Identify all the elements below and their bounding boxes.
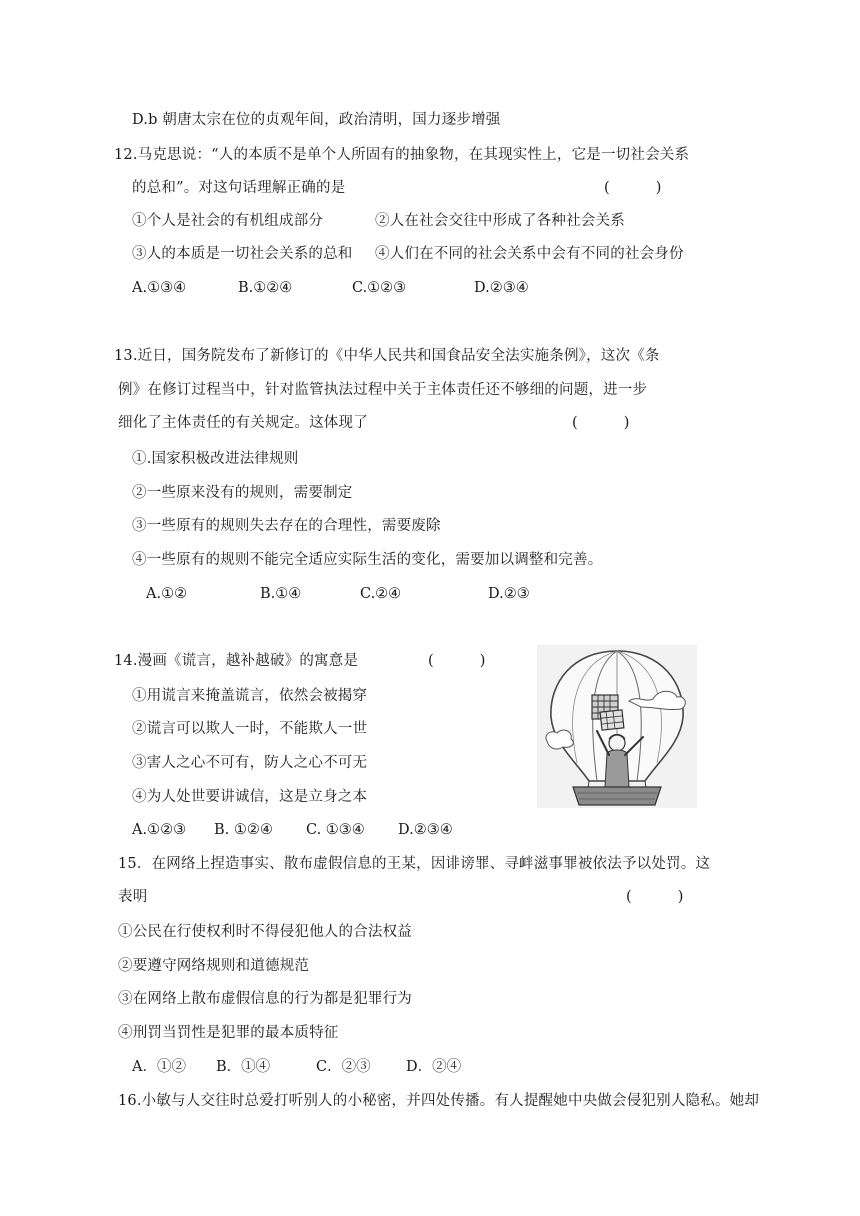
q15-option-d: D．②④	[406, 1059, 462, 1075]
q16-stem-line1: 16.小敏与人交往时总爱打听别人的小秘密，并四处传播。有人提醒她中央做会侵犯别人隐私。她却	[118, 1093, 760, 1109]
q13-item-3: ③一些原有的规则失去存在的合理性，需要废除	[132, 518, 441, 534]
q15-item-2: ②要遵守网络规则和道德规范	[118, 958, 310, 974]
q14-answer-paren: ( )	[428, 653, 486, 669]
q15-option-c: C．②③	[316, 1059, 371, 1075]
q13-item-1: ①.国家积极改进法律规则	[132, 451, 299, 467]
q13-stem-line3: 细化了主体责任的有关规定。这体现了	[118, 415, 368, 431]
q14-item-3: ③害人之心不可有，防人之心不可无	[132, 755, 368, 771]
q12-answer-paren: ( )	[604, 180, 662, 196]
q14-item-4: ④为人处世要讲诚信，这是立身之本	[132, 789, 368, 805]
q12-option-c: C.①②③	[352, 280, 407, 296]
q12-option-a: A.①③④	[132, 280, 187, 296]
q12-item-1: ①个人是社会的有机组成部分	[132, 213, 324, 229]
q13-option-a: A.①②	[146, 586, 188, 602]
q12-option-d: D.②③④	[474, 280, 529, 296]
q15-option-b: B．①④	[216, 1059, 271, 1075]
q14-item-2: ②谎言可以欺人一时，不能欺人一世	[132, 721, 368, 737]
q13-stem-line1: 13.近日，国务院发布了新修订的《中华人民共和国食品安全法实施条例》，这次《条	[114, 348, 660, 364]
balloon-cartoon-image	[537, 645, 697, 808]
q14-item-1: ①用谎言来掩盖谎言，依然会被揭穿	[132, 688, 368, 704]
q13-option-d: D.②③	[488, 586, 530, 602]
q15-answer-paren: ( )	[626, 889, 684, 905]
q13-option-b: B.①④	[260, 586, 302, 602]
q15-item-1: ①公民在行使权利时不得侵犯他人的合法权益	[118, 924, 412, 940]
q12-item-2: ②人在社会交往中形成了各种社会关系	[375, 213, 625, 229]
q15-item-4: ④刑罚当罚性是犯罪的最本质特征	[118, 1025, 339, 1041]
q13-item-2: ②一些原来没有的规则，需要制定	[132, 485, 353, 501]
q14-option-d: D.②③④	[398, 822, 453, 838]
q13-option-c: C.②④	[360, 586, 402, 602]
q13-stem-line2: 例》在修订过程当中，针对监管执法过程中关于主体责任还不够细的问题，进一步	[118, 382, 648, 398]
q15-stem-line2: 表明	[118, 889, 148, 905]
q14-option-a: A.①②③	[132, 822, 187, 838]
q12-stem-line2: 的总和”。对这句话理解正确的是	[132, 180, 346, 196]
q15-item-3: ③在网络上散布虚假信息的行为都是犯罪行为	[118, 991, 412, 1007]
q14-stem: 14.漫画《谎言，越补越破》的寓意是	[114, 653, 359, 669]
q11-option-d: D.b 朝唐太宗在位的贞观年间，政治清明，国力逐步增强	[132, 112, 501, 128]
q14-option-c: C. ①③④	[306, 822, 365, 838]
q12-item-3: ③人的本质是一切社会关系的总和	[132, 246, 353, 262]
q12-stem-line1: 12.马克思说：“人的本质不是单个人所固有的抽象物，在其现实性上，它是一切社会关系	[114, 147, 690, 163]
q12-option-b: B.①②④	[238, 280, 293, 296]
q15-stem-line1: 15．在网络上捏造事实、散布虚假信息的王某，因诽谤罪、寻衅滋事罪被依法予以处罚。这	[118, 856, 711, 872]
q12-item-4: ④人们在不同的社会关系中会有不同的社会身份	[375, 246, 684, 262]
q15-option-a: A．①②	[132, 1059, 186, 1075]
q14-option-b: B. ①②④	[214, 822, 273, 838]
q13-answer-paren: ( )	[572, 415, 630, 431]
q13-item-4: ④一些原有的规则不能完全适应实际生活的变化，需要加以调整和完善。	[132, 552, 603, 568]
